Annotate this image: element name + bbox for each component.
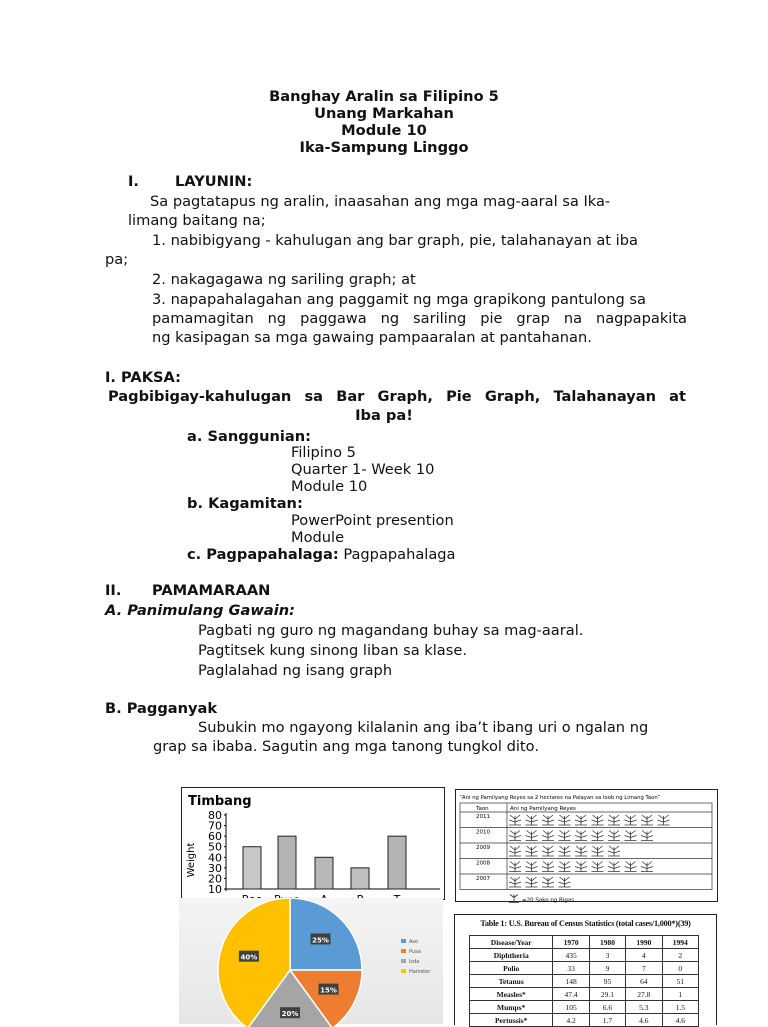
rice-stalk-stroke: [575, 862, 587, 872]
data-label: 40%: [240, 953, 258, 962]
gawain-item: Paglalahad ng isang graph: [198, 662, 393, 679]
legend-rice-icon: [509, 895, 519, 903]
rice-stalk-stroke: [509, 877, 521, 887]
rice-stalk-icon: [592, 846, 604, 856]
bar-chart-figure: [181, 787, 445, 900]
table-cell: 1.7: [589, 1014, 625, 1027]
table-cell: 51: [662, 975, 698, 988]
table-cell: 105: [553, 1001, 589, 1014]
layunin-intro-line-1: Sa pagtatapus ng aralin, inaasahan ang mga mag-aaral sa Ika-: [150, 193, 611, 210]
table-cell: 2: [662, 949, 698, 962]
table-header-row: [470, 936, 699, 949]
table-cell: 7: [626, 962, 662, 975]
pagpapahalaga-line: [187, 545, 456, 564]
document-title: Banghay Aralin sa Filipino 5: [269, 88, 499, 105]
legend-swatch: [401, 949, 406, 953]
sanggunian-label: a. Sanggunian:: [187, 428, 311, 445]
pie-chart: [179, 898, 443, 1024]
table-cell: Diphtheria: [470, 949, 553, 962]
table-row: [470, 1001, 699, 1014]
sanggunian-item: Quarter 1- Week 10: [291, 461, 435, 478]
year-label: 2011: [476, 814, 490, 820]
rice-stalk-icon: [542, 877, 554, 887]
table-row: [470, 988, 699, 1001]
table-cell: Polio: [470, 962, 553, 975]
rice-stalk-stroke: [575, 831, 587, 841]
objective-1-line-1: 1. nabibigyang - kahulugan ang bar graph, pie, talahanayan at iba: [152, 232, 638, 249]
table-cell: 3: [589, 949, 625, 962]
legend-swatch: [401, 939, 406, 943]
table-row: [470, 1014, 699, 1027]
kagamitan-item: Module: [291, 529, 345, 546]
rice-stalk-stroke: [592, 846, 604, 856]
column-header: Disease/Year: [470, 936, 553, 949]
rice-stalk-icon: [542, 831, 554, 841]
table-cell: Mumps*: [470, 1001, 553, 1014]
objective-2: 2. nakagagawa ng sariling graph; at: [152, 271, 416, 288]
column-header: 1990: [626, 936, 662, 949]
rice-stalk-stroke: [608, 862, 620, 872]
legend-label: Pusa: [409, 949, 421, 955]
rice-stalk-icon: [526, 862, 538, 872]
rice-stalk-icon: [559, 846, 571, 856]
rice-stalk-stroke: [559, 831, 571, 841]
table-cell: 4: [626, 949, 662, 962]
rice-stalk-stroke: [542, 877, 554, 887]
rice-stalk-icon: [625, 831, 637, 841]
rice-stalk-icon: [526, 877, 538, 887]
table-cell: 47.4: [553, 988, 589, 1001]
y-tick-label: 30: [208, 861, 222, 875]
bar: [315, 857, 333, 889]
rice-stalk-icon: [575, 815, 587, 825]
rice-stalk-stroke: [526, 877, 538, 887]
objective-3-line-3: ng kasipagan sa mga gawaing pampaaralan at pantahanan.: [152, 329, 592, 346]
rice-stalk-icon: [559, 862, 571, 872]
rice-stalk-icon: [559, 815, 571, 825]
rice-stalk-icon: [509, 846, 521, 856]
data-label: 20%: [281, 1010, 299, 1019]
rice-stalk-icon: [542, 862, 554, 872]
column-header: 1994: [662, 936, 698, 949]
column-header: 1970: [553, 936, 589, 949]
legend-swatch: [401, 959, 406, 963]
rice-stalk-stroke: [608, 831, 620, 841]
table-cell: Tetanus: [470, 975, 553, 988]
bar: [243, 847, 261, 889]
pagpapahalaga-value: Pagpapahalaga: [343, 546, 456, 563]
rice-stalk-icon: [608, 831, 620, 841]
kagamitan-item: PowerPoint presention: [291, 512, 454, 529]
rice-stalk-stroke: [559, 815, 571, 825]
rice-stalk-stroke: [559, 862, 571, 872]
rice-stalk-icon: [641, 862, 653, 872]
rice-stalk-icon: [608, 862, 620, 872]
legend-label: Hamster: [409, 969, 431, 975]
rice-stalk-stroke: [509, 831, 521, 841]
panimulang-gawain-heading: A. Panimulang Gawain:: [105, 602, 295, 619]
pictograph-figure: [455, 789, 718, 902]
rice-stalk-stroke: [509, 846, 521, 856]
pagpapahalaga-label: c. Pagpapahalaga:: [187, 546, 339, 563]
pie-chart-figure: [179, 898, 443, 1024]
table-cell: 0: [662, 962, 698, 975]
pictograph-table: [456, 790, 717, 904]
objective-3-line-2: pamamagitan ng paggawa ng sariling pie grap na nagpapakita: [152, 310, 687, 327]
rice-stalk-stroke: [542, 831, 554, 841]
rice-stalk-icon: [641, 831, 653, 841]
table-cell: 95: [589, 975, 625, 988]
legend-swatch: [401, 969, 406, 973]
objective-3-line-1: 3. napapahalagahan ang paggamit ng mga grapikong pantulong sa: [152, 291, 646, 308]
rice-stalk-icon: [592, 815, 604, 825]
layunin-heading: LAYUNIN:: [175, 173, 253, 190]
bar: [388, 836, 406, 889]
paksa-title-line-2: Iba pa!: [355, 407, 413, 424]
rice-stalk-icon: [575, 846, 587, 856]
y-tick-label: 10: [208, 883, 222, 896]
table-cell: 5.3: [626, 1001, 662, 1014]
table-cell: 6.6: [589, 1001, 625, 1014]
column-header: 1980: [589, 936, 625, 949]
rice-stalk-icon: [608, 815, 620, 825]
rice-stalk-stroke: [608, 846, 620, 856]
bar-chart: [182, 788, 444, 899]
table-row: [470, 975, 699, 988]
legend-label: Aso: [409, 939, 419, 945]
bar: [351, 868, 369, 889]
pagganyak-text-line-1: Subukin mo ngayong kilalanin ang iba’t ibang uri o ngalan ng: [198, 719, 649, 736]
rice-stalk-icon: [625, 815, 637, 825]
rice-stalk-stroke: [625, 862, 637, 872]
rice-stalk-icon: [526, 846, 538, 856]
rice-stalk-stroke: [625, 815, 637, 825]
chart-title: Timbang: [188, 794, 252, 809]
pamamaraan-number: II.: [105, 582, 122, 599]
y-tick-label: 20: [208, 872, 222, 886]
pictograph-title: “Ani ng Pamilyang Reyes sa 2 hectares na Palayan sa loob ng Limang Taon”: [460, 795, 661, 801]
table-cell: 33: [553, 962, 589, 975]
rice-stalk-stroke: [641, 862, 653, 872]
table-cell: 1.5: [662, 1001, 698, 1014]
table-cell: 4.2: [553, 1014, 589, 1027]
y-tick-label: 70: [208, 819, 222, 833]
rice-stalk-stroke: [592, 815, 604, 825]
y-tick-label: 40: [208, 851, 222, 865]
sanggunian-item: Filipino 5: [291, 444, 356, 461]
table-cell: 1: [662, 988, 698, 1001]
census-table-figure: [454, 914, 717, 1025]
census-table: [469, 935, 699, 1027]
kagamitan-label: b. Kagamitan:: [187, 495, 303, 512]
quarter-label: Unang Markahan: [314, 105, 454, 122]
table-cell: 435: [553, 949, 589, 962]
table-cell: 29.1: [589, 988, 625, 1001]
rice-stalk-icon: [526, 815, 538, 825]
rice-stalk-icon: [509, 877, 521, 887]
rice-stalk-stroke: [641, 815, 653, 825]
y-tick-label: 80: [208, 809, 222, 822]
rice-stalk-stroke: [592, 831, 604, 841]
rice-stalk-stroke: [526, 815, 538, 825]
table-cell: Pertussis*: [470, 1014, 553, 1027]
rice-stalk-icon: [592, 862, 604, 872]
table-row: [470, 949, 699, 962]
rice-stalk-stroke: [526, 846, 538, 856]
rice-stalk-icon: [575, 831, 587, 841]
rice-stalk-stroke: [575, 815, 587, 825]
year-label: 2009: [476, 845, 490, 851]
table-cell: 27.8: [626, 988, 662, 1001]
rice-stalk-stroke: [575, 846, 587, 856]
objective-1-line-2: pa;: [105, 251, 129, 268]
gawain-item: Pagtitsek kung sinong liban sa klase.: [198, 642, 467, 659]
rice-stalk-icon: [608, 846, 620, 856]
table-cell: 4.6: [662, 1014, 698, 1027]
data-label: 15%: [320, 986, 337, 995]
table-cell: 9: [589, 962, 625, 975]
table-cell: 148: [553, 975, 589, 988]
rice-stalk-stroke: [509, 862, 521, 872]
rice-stalk-icon: [559, 831, 571, 841]
rice-stalk-stroke: [658, 815, 670, 825]
rice-stalk-icon: [509, 831, 521, 841]
rice-stalk-stroke: [559, 846, 571, 856]
year-label: 2008: [476, 860, 490, 867]
paksa-heading: I. PAKSA:: [105, 369, 181, 386]
rice-stalk-icon: [542, 846, 554, 856]
rice-stalk-icon: [526, 831, 538, 841]
paksa-title-line-1: Pagbibigay-kahulugan sa Bar Graph, Pie Graph, Talahanayan at: [108, 388, 686, 405]
rice-stalk-icon: [641, 815, 653, 825]
y-tick-label: 60: [208, 830, 222, 844]
layunin-number: I.: [128, 173, 139, 190]
rice-stalk-stroke: [542, 862, 554, 872]
legend-label: Isda: [409, 959, 420, 965]
rice-stalk-stroke: [559, 877, 571, 887]
census-table-title: Table 1: U.S. Bureau of Census Statistics (total cases/1,000*)(39): [480, 919, 691, 928]
rice-stalk-icon: [625, 862, 637, 872]
rice-stalk-stroke: [592, 862, 604, 872]
gawain-item: Pagbati ng guro ng magandang buhay sa mag-aaral.: [198, 622, 584, 639]
y-axis-label: Weight: [186, 842, 197, 878]
rice-stalk-stroke: [509, 895, 519, 903]
bar: [278, 836, 296, 889]
column-header: Taon: [476, 806, 489, 812]
table-cell: 64: [626, 975, 662, 988]
pamamaraan-heading: PAMAMARAAN: [152, 582, 271, 599]
table-row: [470, 962, 699, 975]
rice-stalk-stroke: [509, 815, 521, 825]
layunin-intro-line-2: limang baitang na;: [128, 212, 266, 229]
rice-stalk-icon: [658, 815, 670, 825]
table-cell: 4.6: [626, 1014, 662, 1027]
column-header: Ani ng Pamilyang Reyes: [510, 806, 576, 812]
pictograph-legend: =20 Sako ng Bigas: [522, 897, 575, 904]
y-tick-label: 50: [208, 840, 222, 854]
rice-stalk-icon: [509, 815, 521, 825]
rice-stalk-stroke: [608, 815, 620, 825]
rice-stalk-stroke: [526, 862, 538, 872]
module-label: Module 10: [341, 122, 427, 139]
rice-stalk-icon: [509, 862, 521, 872]
table-cell: Measles*: [470, 988, 553, 1001]
data-label: 25%: [312, 936, 329, 945]
pagganyak-text-line-2: grap sa ibaba. Sagutin ang mga tanong tungkol dito.: [153, 738, 539, 755]
rice-stalk-icon: [542, 815, 554, 825]
year-label: 2010: [476, 829, 490, 836]
rice-stalk-icon: [592, 831, 604, 841]
week-label: Ika-Sampung Linggo: [299, 139, 469, 156]
sanggunian-item: Module 10: [291, 478, 368, 495]
rice-stalk-icon: [575, 862, 587, 872]
rice-stalk-stroke: [641, 831, 653, 841]
rice-stalk-stroke: [526, 831, 538, 841]
rice-stalk-stroke: [542, 815, 554, 825]
rice-stalk-icon: [559, 877, 571, 887]
pagganyak-heading: B. Pagganyak: [105, 700, 218, 717]
rice-stalk-stroke: [625, 831, 637, 841]
year-label: 2007: [476, 876, 490, 882]
rice-stalk-stroke: [542, 846, 554, 856]
